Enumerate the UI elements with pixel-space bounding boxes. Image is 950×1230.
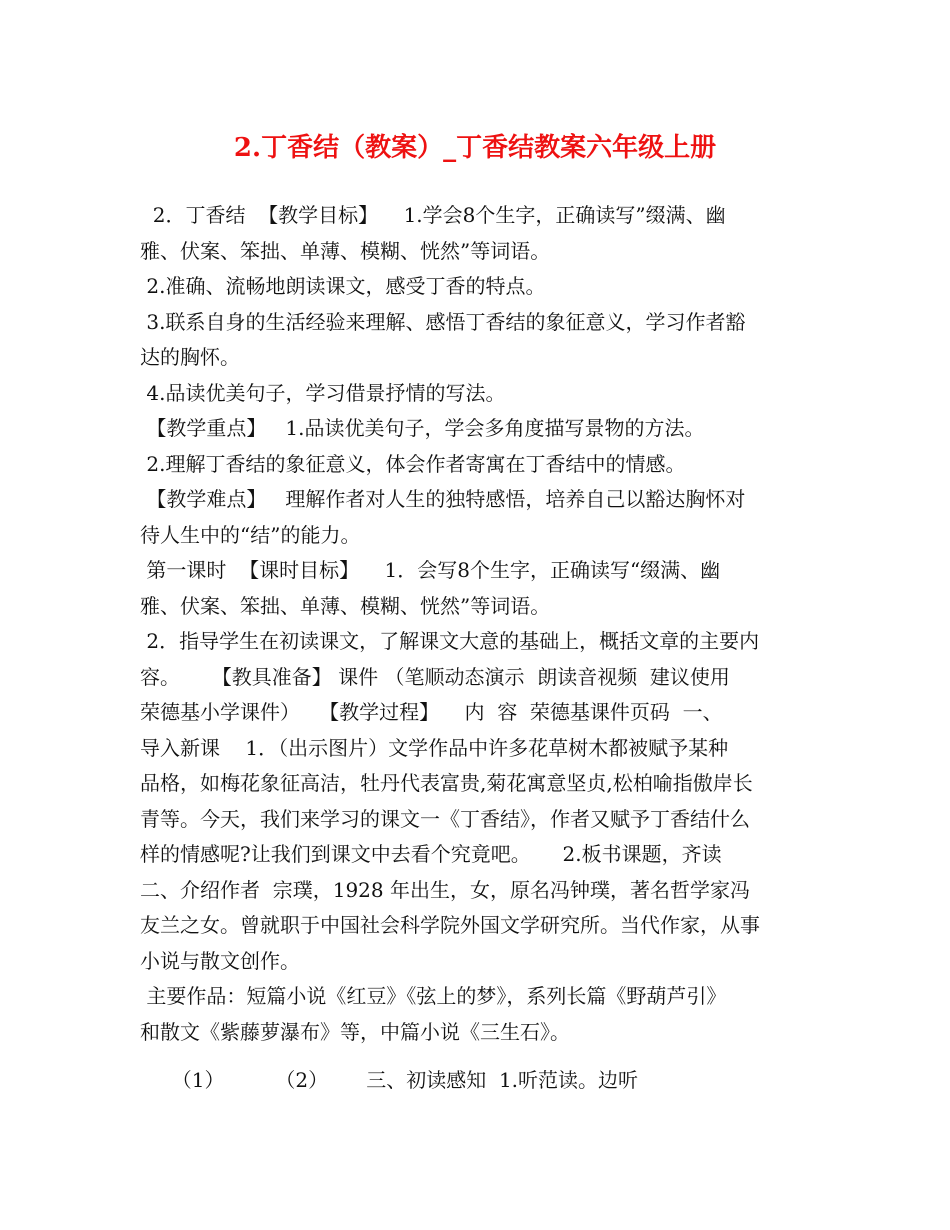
body-line: 第一课时 【课时目标】 1．会写8个生字，正确读写“缀满、幽 bbox=[140, 558, 721, 582]
body-line: 待人生中的“结”的能力。 bbox=[140, 522, 361, 547]
body-line: 导入新课 1．（出示图片）文学作品中许多花草树木都被赋予某种 bbox=[140, 735, 729, 760]
body-line: 小说与散文创作。 bbox=[140, 948, 300, 973]
body-line: 荣德基小学课件） 【教学过程】 内 容 荣德基课件页码 一、 bbox=[140, 700, 723, 724]
body-line: 二、介绍作者 宗璞，1928 年出生，女，原名冯钟璞，著名哲学家冯 bbox=[140, 877, 750, 902]
body-line: 友兰之女。曾就职于中国社会科学院外国文学研究所。当代作家，从事 bbox=[140, 913, 760, 937]
body-line: 2.理解丁香结的象征意义，体会作者寄寓在丁香结中的情感。 bbox=[140, 451, 686, 476]
body-line: 3.联系自身的生活经验来理解、感悟丁香结的象征意义，学习作者豁 bbox=[140, 309, 746, 334]
body-line: 2．指导学生在初读课文，了解课文大意的基础上，概括文章的主要内 bbox=[140, 629, 760, 653]
body-line: 2.准确、流畅地朗读课文，感受丁香的特点。 bbox=[140, 274, 546, 298]
body-line: 和散文《紫藤萝瀑布》等，中篇小说《三生石》。 bbox=[140, 1019, 570, 1044]
body-line: 样的情感呢?让我们到课文中去看个究竟吧。 2.板书课题，齐读 bbox=[140, 842, 722, 866]
body-line: 【教学重点】 1.品读优美句子，学会多角度描写景物的方法。 bbox=[140, 416, 705, 440]
body-line: 青等。今天，我们来学习的课文一《丁香结》，作者又赋予丁香结什么 bbox=[140, 806, 750, 831]
body-line: （1） （2） 三、初读感知 1.听范读。边听 bbox=[140, 1068, 639, 1092]
body-line: 【教学难点】 理解作者对人生的独特感悟，培养自己以豁达胸怀对 bbox=[140, 487, 746, 511]
body-line: 雅、伏案、笨拙、单薄、模糊、恍然”等词语。 bbox=[140, 593, 551, 618]
body-line: 品格，如梅花象征高洁，牡丹代表富贵,菊花寓意坚贞,松柏喻指傲岸长 bbox=[140, 771, 753, 795]
body-line: 4.品读优美句子，学习借景抒情的写法。 bbox=[140, 380, 506, 405]
body-line: 雅、伏案、笨拙、单薄、模糊、恍然”等词语。 bbox=[140, 238, 551, 263]
body-line: 2．丁香结 【教学目标】 1.学会8个生字，正确读写”缀满、幽 bbox=[140, 203, 726, 227]
body-line: 主要作品：短篇小说《红豆》《弦上的梦》，系列长篇《野葫芦引》 bbox=[140, 984, 727, 1008]
body-line: 达的胸怀。 bbox=[140, 345, 240, 369]
document-body bbox=[140, 198, 820, 1099]
document-title: 2.丁香结（教案）_丁香结教案六年级上册 bbox=[233, 133, 717, 163]
body-line: 容。 【教具准备】 课件 （笔顺动态演示 朗读音视频 建议使用 bbox=[140, 664, 730, 689]
